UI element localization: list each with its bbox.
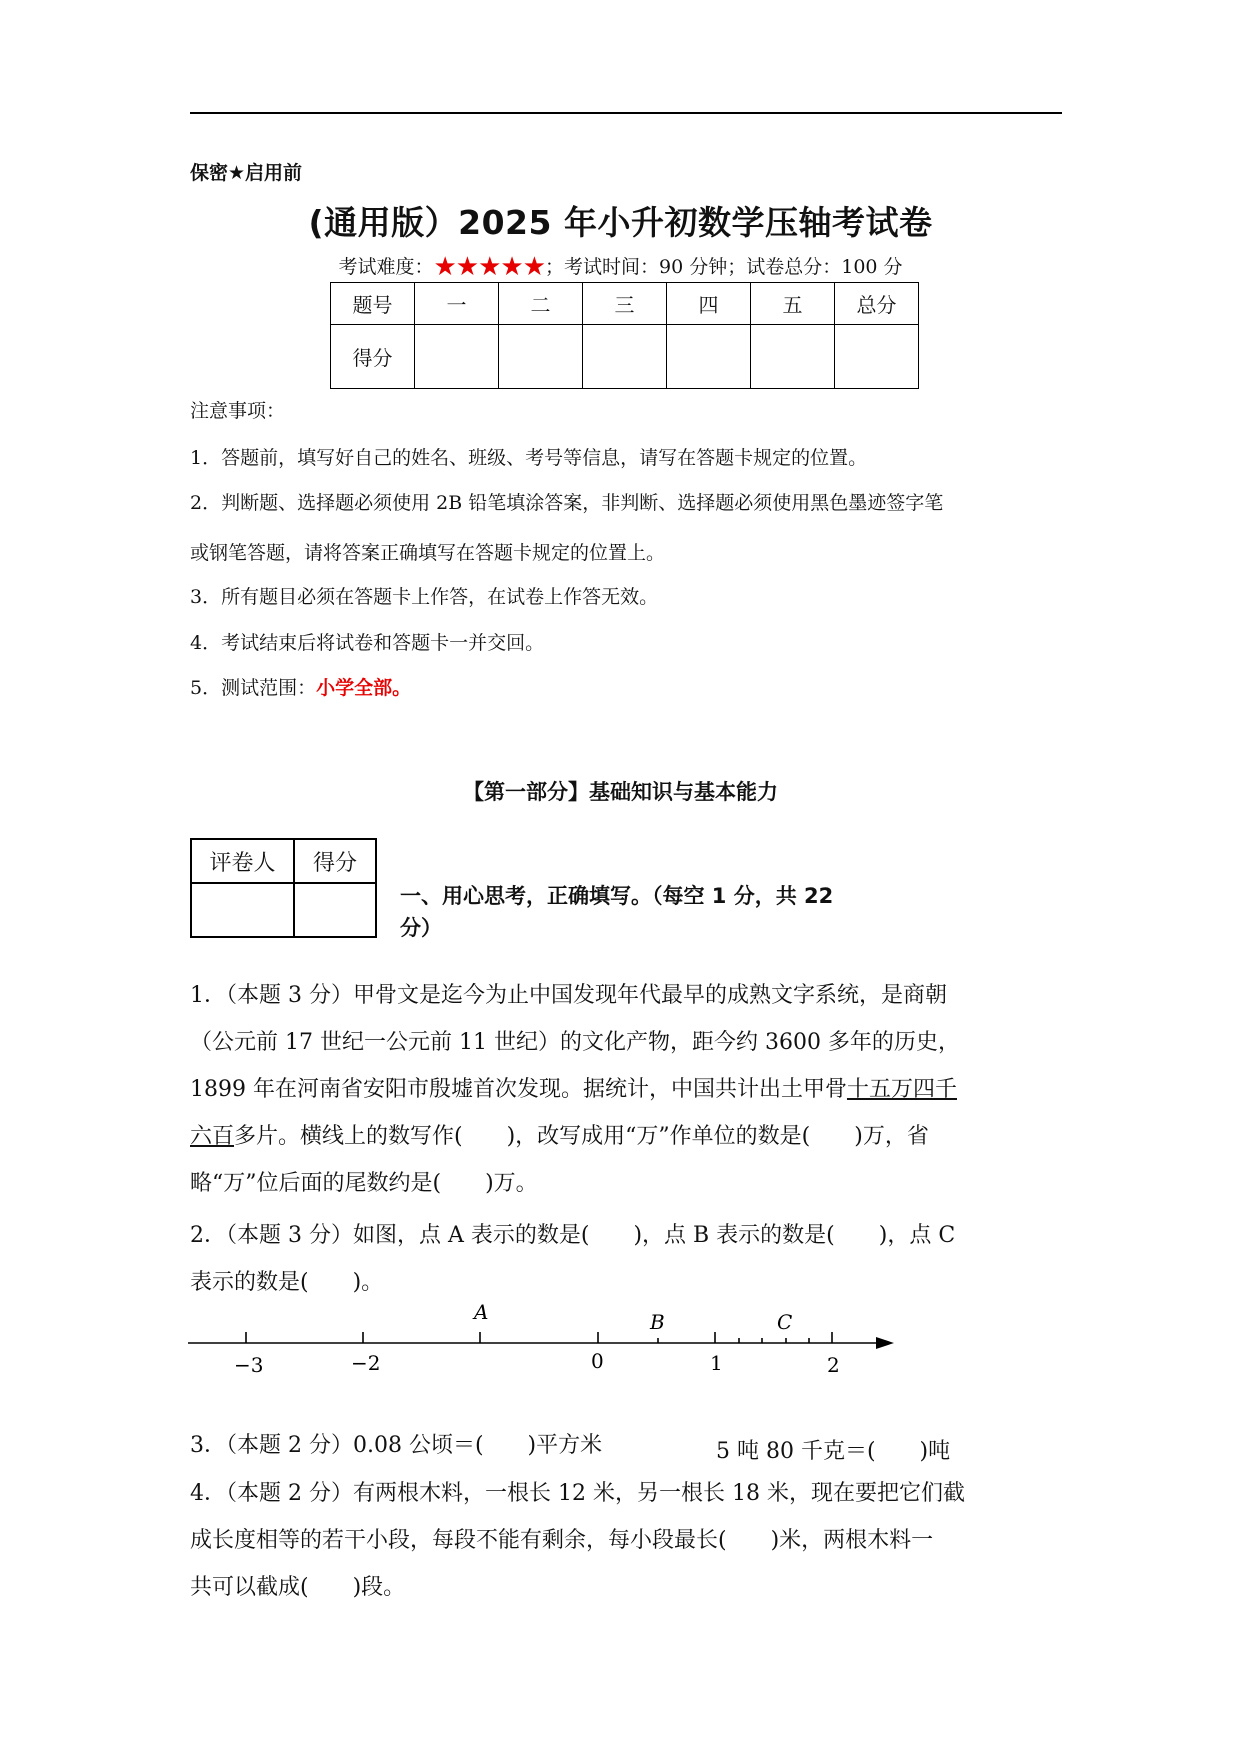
point-label-b: B: [650, 1310, 665, 1334]
point-label-a: A: [474, 1300, 489, 1324]
note-item-3: 3．所有题目必须在答题卡上作答，在试卷上作答无效。: [190, 586, 659, 608]
score-col-total: 总分: [835, 283, 919, 325]
point-label-c: C: [777, 1310, 793, 1334]
q1-line4-text: 多片。横线上的数写作( )，改写成用“万”作单位的数是( )万，省: [234, 1124, 929, 1149]
tick-label-2: 2: [827, 1353, 840, 1376]
score-col-2: 二: [499, 283, 583, 325]
tick-label-minus-2: −2: [351, 1351, 381, 1375]
test-scope: 小学全部。: [316, 677, 412, 699]
q1-underlined-number: 十五万四千: [846, 1077, 957, 1102]
q4-line1: 4．（本题 2 分）有两根木料，一根长 12 米，另一根长 18 米，现在要把它们截: [190, 1481, 965, 1506]
q1-line5: 略“万”位后面的尾数约是( )万。: [190, 1171, 538, 1196]
score-table-label-question: 题号: [331, 283, 415, 325]
score-table-label-score: 得分: [331, 325, 415, 389]
score-table-score-row: [331, 325, 919, 389]
tick-label-0: 0: [591, 1349, 604, 1373]
exam-time-score: ；考试时间：90 分钟；试卷总分：100 分: [545, 256, 903, 278]
part1-title: 【第一部分】基础知识与基本能力: [463, 780, 778, 804]
q1-line4: [190, 1113, 1052, 1160]
page-title: (通用版）2025 年小升初数学压轴考试卷: [308, 203, 933, 242]
difficulty-label: 考试难度：: [338, 256, 434, 278]
note-item-1: 1．答题前，填写好自己的姓名、班级、考号等信息，请写在答题卡规定的位置。: [190, 447, 868, 469]
q1-line2: （公元前 17 世纪一公元前 11 世纪）的文化产物，距今约 3600 多年的历史，: [190, 1030, 960, 1055]
score-col-3: 三: [583, 283, 667, 325]
note-item-4: 4．考试结束后将试卷和答题卡一并交回。: [190, 632, 545, 654]
grader-blank-row: [191, 883, 376, 937]
score-col-5: 五: [751, 283, 835, 325]
section1-line1: 一、用心思考，正确填写。（每空 1 分，共 22: [400, 884, 834, 908]
score-table: [330, 282, 919, 389]
difficulty-stars: ★★★★★: [433, 252, 546, 282]
note-item-2a: 2．判断题、选择题必须使用 2B 铅笔填涂答案，非判断、选择题必须使用黑色墨迹签字笔: [190, 492, 944, 514]
question-4: [190, 1470, 1052, 1611]
q4-line2: 成长度相等的若干小段，每段不能有剩余，每小段最长( )米，两根木料一: [190, 1528, 934, 1553]
q1-line3-text: 1899 年在河南省安阳市殷墟首次发现。据统计，中国共计出土甲骨: [190, 1077, 847, 1102]
score-cell: [499, 325, 583, 389]
notes-heading: 注意事项：: [190, 400, 286, 422]
score-cell: [667, 325, 751, 389]
grader-header-row: [191, 839, 376, 883]
grader-cell: [294, 883, 376, 937]
exam-meta: [0, 252, 1241, 282]
score-table-header-row: [331, 283, 919, 325]
q2-line1: 2．（本题 3 分）如图，点 A 表示的数是( )，点 B 表示的数是( )，点 C: [190, 1223, 956, 1248]
number-line: [188, 1296, 908, 1376]
note-item-2b: 或钢笔答题，请将答案正确填写在答题卡规定的位置上。: [190, 542, 666, 564]
grader-col-score: 得分: [294, 839, 376, 883]
grader-table: [190, 838, 377, 938]
header-rule: [190, 112, 1062, 114]
number-line-arrow: [876, 1337, 894, 1349]
question-1: [190, 972, 1052, 1207]
grader-cell: [191, 883, 294, 937]
section1-heading: [400, 880, 920, 944]
question-3a: 3．（本题 2 分）0.08 公顷＝( )平方米: [190, 1433, 603, 1458]
q1-line3: [190, 1066, 1052, 1113]
confidential-label: 保密★启用前: [190, 162, 303, 184]
q2-line2: 表示的数是( )。: [190, 1270, 384, 1295]
score-cell: [835, 325, 919, 389]
tick-label-1: 1: [710, 1351, 723, 1375]
q4-line3: 共可以截成( )段。: [190, 1575, 406, 1600]
question-3b: 5 吨 80 千克＝( )吨: [716, 1439, 951, 1464]
question-2: [190, 1212, 1052, 1306]
score-cell: [583, 325, 667, 389]
note-item-5: [190, 673, 411, 700]
section1-line2: 分）: [400, 916, 442, 940]
score-cell: [415, 325, 499, 389]
q1-line1: 1．（本题 3 分）甲骨文是迄今为止中国发现年代最早的成熟文字系统，是商朝: [190, 983, 947, 1008]
score-col-1: 一: [415, 283, 499, 325]
score-col-4: 四: [667, 283, 751, 325]
q1-underlined-number-end: 六百: [190, 1124, 235, 1149]
score-cell: [751, 325, 835, 389]
note-item-5-prefix: 5．测试范围：: [190, 677, 317, 699]
grader-col-reviewer: 评卷人: [191, 839, 294, 883]
tick-label-minus-3: −3: [234, 1353, 264, 1376]
